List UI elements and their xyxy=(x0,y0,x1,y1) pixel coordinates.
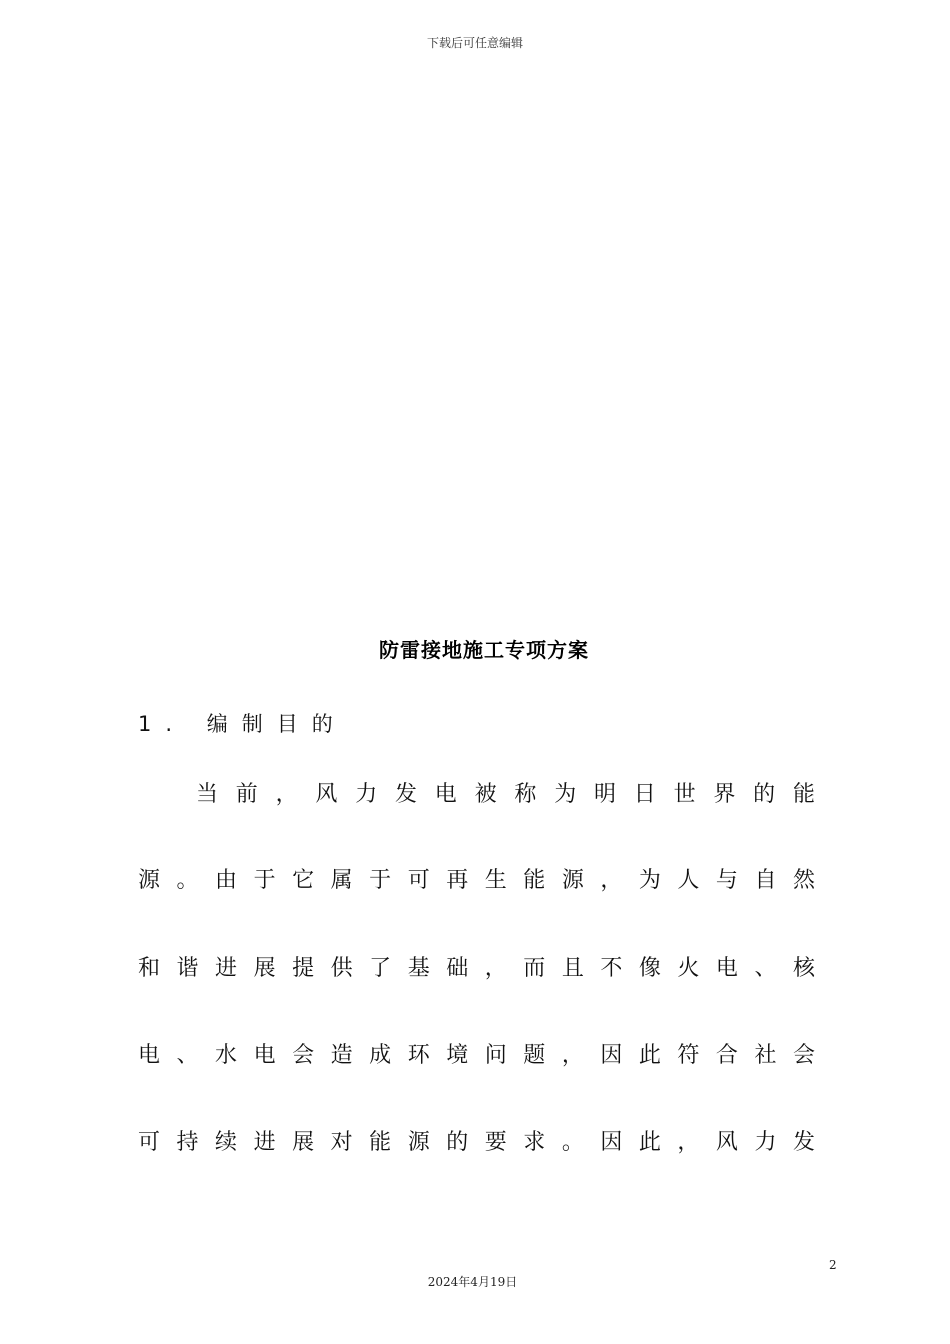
paragraph-line-3: 和谐进展提供了基础，而且不像火电、核 xyxy=(138,956,815,981)
paragraph-line-2: 源。由于它属于可再生能源，为人与自然 xyxy=(138,868,815,893)
page-number: 2 xyxy=(829,1258,837,1272)
paragraph-line-5: 可持续进展对能源的要求。因此，风力发 xyxy=(138,1130,815,1155)
paragraph-line-4: 电、水电会造成环境问题，因此符合社会 xyxy=(138,1043,815,1068)
paragraph-line-1: 当前，风力发电被称为明日世界的能 xyxy=(196,782,815,807)
section-heading: 1. 编制目的 xyxy=(138,712,347,736)
page-header: 下载后可任意编辑 xyxy=(426,36,523,50)
document-title: 防雷接地施工专项方案 xyxy=(379,638,589,662)
footer-date: 2024年4月19日 xyxy=(427,1275,518,1289)
